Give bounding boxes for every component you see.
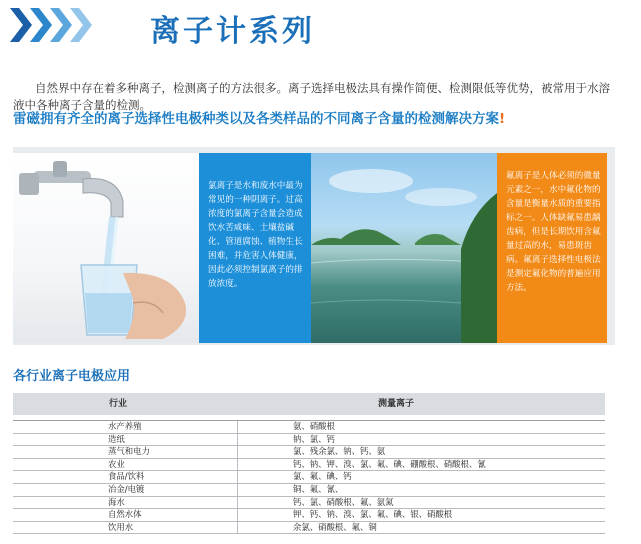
table-body: [13, 420, 605, 534]
ions-cell: 钙、氯、硝酸根、氟、氨氮: [293, 496, 394, 507]
header-industry: 行业: [109, 399, 128, 409]
table-row: [13, 446, 605, 459]
chevron-right-icon: [50, 8, 72, 42]
faucet-water-image: [13, 153, 199, 343]
lake-landscape-image: [311, 153, 497, 343]
chloride-info-box: [199, 153, 311, 343]
ions-cell: 钙、钠、钾、溴、氯、氟、碘、硼酸根、硝酸根、氰: [293, 458, 486, 469]
table-row: [13, 509, 605, 522]
info-banner: [13, 147, 615, 345]
chevron-right-icon: [10, 8, 32, 42]
chevron-decoration: [10, 8, 90, 42]
industry-cell: 自然水体: [13, 509, 238, 521]
table-row: [13, 497, 605, 510]
ions-cell: 氯、残余氯、钠、钙、氨: [293, 446, 386, 457]
headline-text: 雷磁拥有齐全的离子选择性电极种类以及各类样品的不同离子含量的检测解决方案: [13, 111, 499, 127]
industry-cell: 海水: [13, 497, 238, 509]
application-table: [13, 393, 605, 534]
ions-cell: 氨、硝酸根: [293, 421, 335, 431]
ions-cell: 钾、钙、钠、溴、氯、氟、碘、银、硝酸根: [293, 509, 453, 520]
industry-cell: 农业: [13, 459, 238, 471]
header-ions: 测量离子: [378, 399, 415, 409]
chevron-right-icon: [30, 8, 52, 42]
chloride-info-text: 氯离子是水和废水中最为常见的一种阴离子。过高浓度的氯离子含量会造成饮水苦咸味、土壤盐碱化、管道腐蚀、植物生长困难，并危害人体健康，因此必须控制氯离子的排放浓度。: [208, 181, 303, 289]
industry-cell: 饮用水: [13, 522, 238, 534]
table-row: [13, 434, 605, 447]
headline-mark: !: [499, 111, 506, 127]
fluoride-info-box: [497, 153, 607, 343]
table-row: [13, 484, 605, 497]
industry-cell: 冶金/电镀: [13, 484, 238, 496]
headline: [13, 107, 623, 127]
page-header: [0, 0, 641, 52]
page-title: 离子计系列: [150, 14, 315, 49]
table-row: [13, 471, 605, 484]
intro-paragraph: 自然界中存在着多种离子，检测离子的方法很多。离子选择电极法具有操作简便、检测限低等优势，被常用于水溶液中各种离子含量的检测。: [13, 80, 610, 112]
industry-cell: 食品/饮料: [13, 471, 238, 483]
fluoride-info-text: 氟离子是人体必须的微量元素之一，水中氟化物的含量是衡量水质的重要指标之一。人体缺氟易患龋齿病，但是长期饮用含氟量过高的水，易患斑齿病。氟离子选择性电极法是测定氟化物的普遍应用方法。: [506, 171, 601, 293]
table-row: [13, 522, 605, 535]
ions-cell: 钠、氯、钙: [293, 433, 335, 444]
industry-cell: 造纸: [13, 434, 238, 446]
table-row: [13, 459, 605, 472]
ions-cell: 余氯、硝酸根、氟、铜: [293, 521, 377, 532]
industry-cell: 蒸气和电力: [13, 446, 238, 458]
ions-cell: 铜、氟、氰、: [293, 483, 344, 494]
chevron-right-icon: [70, 8, 92, 42]
table-header: [13, 393, 605, 415]
table-row: [13, 421, 605, 434]
industry-cell: 水产养殖: [13, 421, 238, 433]
ions-cell: 氯、氟、碘、钙: [293, 471, 352, 482]
section-title: 各行业离子电极应用: [13, 369, 131, 384]
